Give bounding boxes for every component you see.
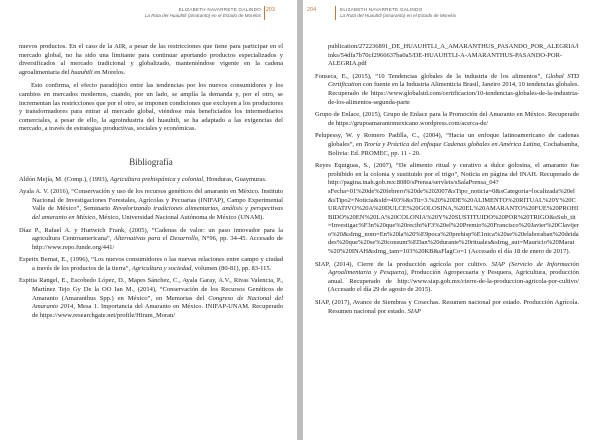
bibliography-heading: Bibliografía [129, 156, 173, 167]
reference-entry: Ayala A. V. (2016), “Conservación y uso de los recursos genéticos del amaranto en México. Instituto Nacional de Investigaciones Forestales, Agrícolas y Pecuarias (INIFAP), Campo Experimental Valle de México”, Seminario Revalorizando tradiciones alimentarias, análisis y perspectivas del amaranto en México, México, Universidad Nacional Autónoma de México (UNAM). [19, 188, 283, 221]
reference-continuation: publication/272236891_DE_HUAUHTLI_A_AMARANTHUS_PASANDO_POR_ALEGRIA/links/54dfa7b70cf2966637ba0a5/DE-HUAUHTLI-A-AMARANTHUS-PASANDO-POR-ALEGRIA.pdf [328, 43, 579, 68]
reference-entry: Fonseca, E., (2015), “10 Tendencias globales de la industria de los alimentos”, Global STD Certification con fuente en la Industria Alimenticia Brasil, Janeiro 2014, 10 tendencias globales. Recuperado de https://www.globalstd.com/certificacion/10-tendencias-globales-de-la-industria-de-los-alimentos-segunda-parte [315, 72, 579, 106]
header-book-title: La Ruta del Huauhtli (amaranto) en el Estado de Morelos [144, 13, 261, 19]
right-page [303, 0, 600, 440]
header-author: ELIZABETH NAVARRETE GALINDO [340, 7, 423, 12]
paragraph-1: nuevos productos. En el caso de la AIR, a pesar de las restricciones que tiene para participar en el mercado global, no ha sido una limitante para continuar aportando productos especializados y diversificados al mercado tradicional y globalizado, manteniéndose vigente en la cadena agroalimentaria del huauhtli en Morelos. [19, 43, 283, 76]
reference-entry: SIAP, (2017), Avance de Siembras y Cosechas. Resumen nacional por estado. Producción Agrícola. Resumen nacional por estado. SIAP [315, 299, 579, 315]
reference-entry: SIAP, (2014), Cierre de la producción agrícola por cultivo. SIAP (Servicio de Información Agroalimentaria y Pesquera), Producción Agropecuaria y Pesquera, Agricultura, producción anual. Recuperado de http://www.siap.gob.mx/cierre-de-la-produccion-agricola-por-cultivo/ (Accesado el día 29 de agosto de 2015). [315, 260, 579, 294]
header-book-title: La Ruta del Huauhtli (amaranto) en el Estado de Morelos [340, 13, 457, 19]
reference-entry: Espeitx Bernat, E., (1996), “Los nuevos consumidores o las nuevas relaciones entre campo y ciudad a través de los productos de la tierra”, Agricultura y sociedad, volumen (80-81), pp. 83-115. [19, 256, 283, 272]
running-header-left [145, 7, 261, 20]
header-rule [335, 6, 336, 20]
reference-entry: Reyes Equiguas, S., (2007), “De alimento ritual y curativo a dulce golosina, el amaranto fue prohibido en la colonia y sustituido por el trigo”, Noticia en página del INAH. Recuperado de http://pagina.inah.gob.mx:8080/sPrensa/servlets/sSalaPrensa_04?sFecha=01%20de%20febrero%20de%202007&sTipo_noticia=0&sCategoria=localizada%20el&sTipo2=Noticia&sId=493%&sTit=3.%20%20DE%20ALIMENTO%20RITUAL%20Y%20CURATIVO%20A%20DULCE%20GOLOSINA,%20EL%20AMARANTO%20FUE%20PROHIBIDO%20EN%20LA%20COLONIA%20Y%20SUSTITUIDO%20POR%20TRIGO&sSub_tit=Investigac%F3n%20que%20recibi%F3%20el%20Premio%20Francisco%20Javier%20Clavijero%20&sImg_nom=En%20la%20%E9poca%20prehisp%E1nica%20se%20elaboraban%20deidades%20que%20se%20consum%EDan%20durante%20rituales&sImg_aut=Mauricio%20Marat%20%20INAH&sImg_tam=103%20KB&sFlagCo=1 (Accesado el día 18 de enero de 2017). [315, 162, 579, 256]
running-header-right [340, 7, 456, 20]
paragraph-2: Esto confirma, el efecto paradójico entre las tendencias por los nuevos consumidores y los cambios en mercados modernos, cuando, por un lado, se amplía la demanda y, por el otro, se incrementan las restricciones que por el otro, se imponen condiciones que excluyen a los productores y transformadores para entrar al mercado global, viéndose más beneficiados los intermediarios comerciales, a pesar de ello, la agroindustria del huauhtli, se ha adaptado a las exigencias del mercado, a través de estrategias productivas, sociales y económicas. [19, 82, 283, 133]
reference-entry: Díaz P., Rafael A. y Hurtwich Frank, (2005), “Cadenas de valor: un paso innovador para la agricultura Centroamericana”, Alternativas para el Desarrollo, N°96, pp. 34-45. Accesado de http://www.repo.funde.org/441/ [19, 226, 283, 251]
page-number-right: 204 [307, 7, 317, 13]
reference-entry: Espitia Rangel, E., Escobedo López, D., Mapes Sánchez, C., Ayala Garay, A.V., Rivas Valencia, P., Martínez Tejo Gy De la OO Ian M., (2014), “Conservación de los Recursos Genéticos de Amaranto (Amaranthus Spp.) en México”, en Memorias del Congreso de Nacional del Amaranto 2014, Mesa 1. Importancia del Amaranto en México. INIFAP-UNAM. Recuperado de https://www.researchgate.net/profile/Hiram_Moran/ [19, 277, 284, 319]
reference-entry: Grupo de Enlace, (2015), Grupo de Enlace para la Promoción del Amaranto en México. Recuperado de https://grupoamarantomexicano.wordpress.com/acerca-de/ [315, 111, 579, 127]
right-body-text [315, 43, 579, 320]
reference-entry: Pelupessy, W. y Romero Padilla, C., (2004), “Hacia un enfoque latinoamericano de cadenas globales”, en Teoría y Práctica del enfoque Cadenas globales en América Latina, Cochabamba, Bolivia: Ed. PROMEC, pp. 11 - 20. [315, 132, 579, 157]
page-number-left: 203 [265, 7, 275, 13]
header-author: ELIZABETH NAVARRETE GALINDO [178, 7, 261, 12]
reference-entry: Aldón Mejía, M. (Comp.), (1993), Agricultura prehispánica y colonial, Honduras, Guaymuras. [19, 175, 267, 183]
left-page [0, 0, 297, 440]
left-body-text [19, 43, 283, 324]
